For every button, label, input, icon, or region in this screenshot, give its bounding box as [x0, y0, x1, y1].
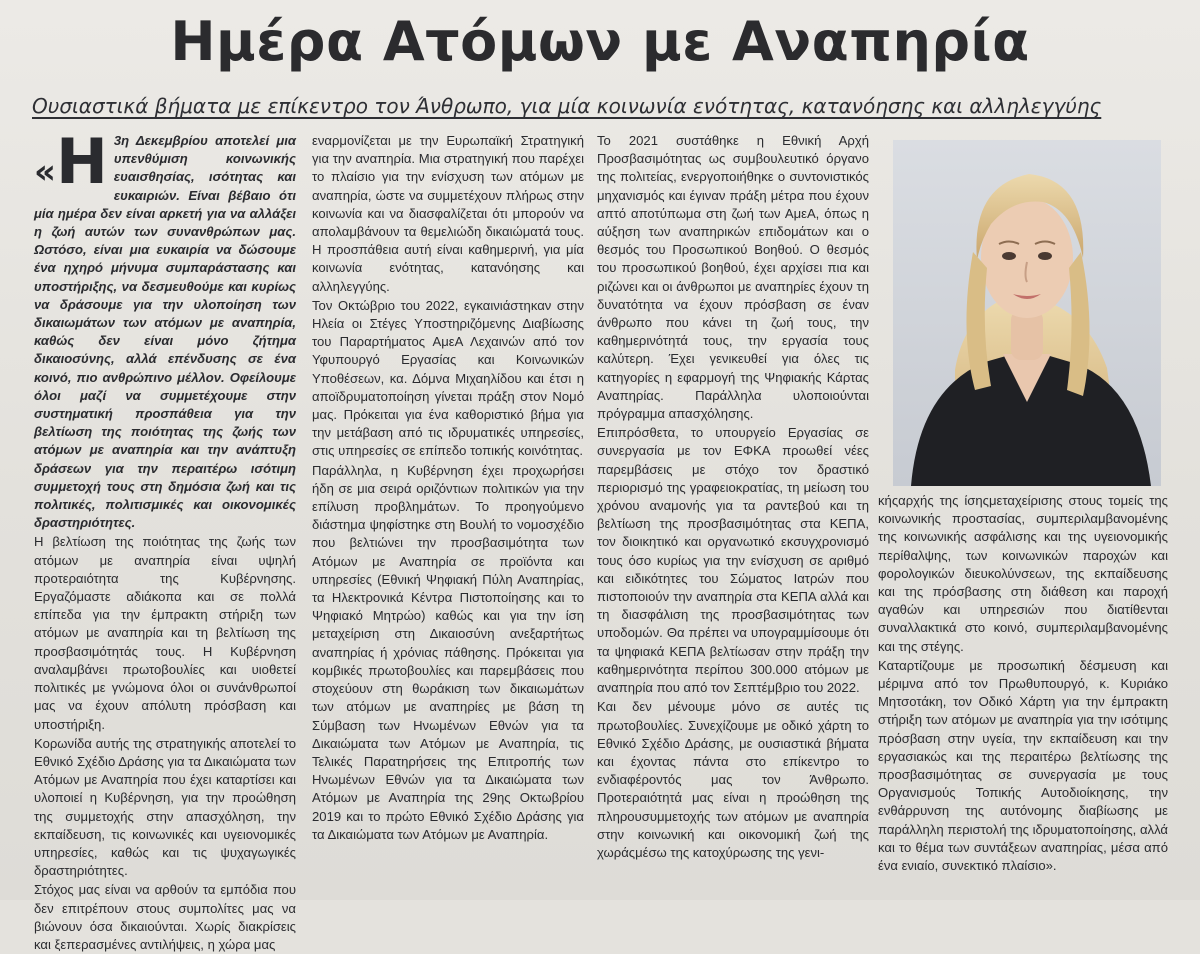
paragraph: Επιπρόσθετα, το υπουργείο Εργασίας σε συνεργασία με τον ΕΦΚΑ προωθεί νέες παρεμβάσεις με στόχο τον δραστικό περιορισμό της γραφειοκρατίας, τη μείωση του χρόνου αναμονής για τα ραντεβού και τη βελτίωση της προσβασιμότητας στα ΚΕΠΑ, τον διοικητικό και οργανωτικό εκσυγχρονισμό τους όσο κυρίως για την ενίσχυση σε αριθμό και ειδικότητες του Σώματος Ιατρών που πιστοποιούν την αναπηρία στα ΚΕΠΑ αλλά και τη διασφάλιση της προσβασιμότητας των υποδομών. Θα πρέπει να υπογραμμίσουμε ότι τα ψηφιακά ΚΕΠΑ βελτίωσαν στην πράξη την καθημερινότητα περίπου 300.000 ατόμων με αναπηρία που από τον Σεπτέμβριο του 2022.	[597, 425, 869, 696]
paragraph: κήςαρχής της ίσηςμεταχείρισης στους τομείς της κοινωνικής προστασίας, συμπεριλαμβανομένης της κοινωνικής ασφάλισης και της υγειονομικής περίθαλψης, των κοινωνικών παροχών και φορολογικών διευκολύνσεων, της εκπαίδευσης και της πρόσβασης στη διάθεση και παροχή αγαθών και υπηρεσιών που διατίθενται συναλλακτικά στο κοινό, συμπεριλαμβανομένης και της στέγης.	[878, 493, 1168, 654]
drop-cap: «Η	[34, 125, 108, 198]
author-portrait-photo	[893, 140, 1161, 486]
paragraph: Και δεν μένουμε μόνο σε αυτές τις πρωτοβουλίες. Συνεχίζουμε με οδικό χάρτη το Εθνικό Σχέδιο Δράσης, με ουσιαστικά βήματα και έχοντας πάντα στο επίκεντρο το ενδιαφέροντός μας τον Άνθρωπο. Προτεραιότητά μας είναι η προώθηση της πληρουσυμμετοχής των ατόμων με αναπηρία στην κοινωνική και οικονομική ζωή της χωράςμέσω της κατοχύρωσης της γενι-	[597, 699, 869, 860]
headline: Ημέρα Ατόμων με Αναπηρία	[170, 10, 1030, 73]
article-column-4	[878, 492, 1168, 896]
paragraph: Στόχος μας είναι να αρθούν τα εμπόδια που δεν επιτρέπουν στους συμπολίτες μας να βιώνουν όσα δικαιούνται. Χωρίς διακρίσεις και ξεπερασμένες αντιλήψεις, η χώρα μας	[34, 882, 296, 952]
opening-quote-mark: «	[34, 152, 56, 192]
article-column-2	[312, 132, 584, 896]
lead-paragraph	[34, 125, 296, 532]
paragraph: Καταρτίζουμε με προσωπική δέσμευση και μέριμνα από τον Πρωθυπουργό, κ. Κυριάκο Μητσοτάκη, τον Οδικό Χάρτη για την έμπρακτη στήριξη των ατόμων με αναπηρία για την ισότιμης πρόσβαση στην υγεία, την εκπαίδευση και την εργασιακώς και της περαιτέρω βελτίωσης της προσβασιμότητας σε συνεργασία με τους Οργανισμούς Τοπικής Αυτοδιοίκησης, την ενθάρρυνση της αυτόνομης διαβίωσης με παράλληλη περιστολή της ιδρυματοποίησης, αλλά και το θέμα των συντάξεων αναπηρίας, μέσα από ένα ενιαίο, συνεκτικό πλαίσιο».	[878, 657, 1168, 874]
paragraph: Παράλληλα, η Κυβέρνηση έχει προχωρήσει ήδη σε μια σειρά οριζόντιων πολιτικών για την επίλυση προβλημάτων. Το προηγούμενο διάστημα ψηφίστηκε στη Βουλή το νομοσχέδιο που βελτιώνει την προσβασιμότητα των Ατόμων με Αναπηρία σε προϊόντα και υπηρεσίες (Εθνική Ψηφιακή Πύλη Αναπηρίας, τα Ηλεκτρονικά Κέντρα Πιστοποίησης και το Ψηφιακό Μητρώο) καθώς και για την ίση μεταχείριση στη Δικαιοσύνη ανεξαρτήτως αναπηρίας ή χρόνιας πάθησης. Πρόκειται για κομβικές πρωτοβουλίες και παρεμβάσεις που στοχεύουν στη θωράκιση των δικαιωμάτων των ατόμων με αναπηρίες με βάση τη Σύμβαση των Ηνωμένων Εθνών για τα Δικαιώματα των Ατόμων με Αναπηρία, τις Τελικές Παρατηρήσεις της Επιτροπής των Ηνωμένων Εθνών για τα Δικαιώματα των Ατόμων με Αναπηρία της 29ης Οκτωβρίου 2019 και το πρώτο Εθνικό Σχέδιο Δράσης για τα Δικαιώματα των Ατόμων με Αναπηρία.	[312, 462, 584, 842]
article-column-1	[34, 125, 296, 952]
article-column-3	[597, 132, 869, 896]
paragraph: Κορωνίδα αυτής της στρατηγικής αποτελεί το Εθνικό Σχέδιο Δράσης για τα Δικαιώματα των Ατόμων με Αναπηρία που έχει καταρτίσει και υλοποιεί η Κυβέρνηση, για την προώθηση της συμμετοχής στην απασχόληση, την εκπαίδευση, τις κοινωνικές και υγειονομικές υπηρεσίες, καθώς και τις ψυχαγωγικές δραστηριότητες.	[34, 735, 296, 879]
paragraph: Το 2021 συστάθηκε η Εθνική Αρχή Προσβασιμότητας ως συμβουλευτικό όργανο της πολιτείας, ενεργοποιήθηκε ο συντονιστικός μηχανισμός και έγιναν πράξη μέτρα που έχουν απτό αποτύπωμα στη ζωή των ΑμεΑ, όπως η αύξηση των αναπηρικών επιδομάτων και ο θεσμός του Προσωπικού Βοηθού. Ο θεσμός του προσωπικού βοηθού, έχει αρχίσει πια και ριζώνει και οι άνθρωποι με αναπηρίες έχουν τη δυνατότητα να έχουν πρόσβαση σε έναν άνθρωπο που κάνει τη ζωή τους, την καθημερινότητά τους, την εργασία τους καλύτερη. Έχει γενικευθεί για όλες τις κατηγορίες η εφαρμογή της Ψηφιακής Κάρτας Αναπηρίας. Παράλληλα υλοποιούνται πρόγραμμα απασχόλησης.	[597, 133, 869, 422]
paragraph: Η βελτίωση της ποιότητας της ζωής των ατόμων με αναπηρία είναι υψηλή προτεραιότητα της Κυβέρνησης. Εργαζόμαστε αδιάκοπα και σε πολλά επίπεδα για την έμπρακτη στήριξη των ατόμων με αναπηρία και τη βελτίωση της προσβασιμότητάς τους. Η Κυβέρνηση αναλαμβάνει πρωτοβουλίες και υιοθετεί πολιτικές με γνώμονα όλοι οι συνάνθρωποί μας να έχουν απόλυτη πρόσβαση και υποστήριξη.	[34, 534, 296, 732]
paragraph: Τον Οκτώβριο του 2022, εγκαινιάστηκαν στην Ηλεία οι Στέγες Υποστηριζόμενης Διαβίωσης του Παραρτήματος ΑμεΑ Λεχαινών από τον Υφυπουργό Εργασίας και Κοινωνικών Υποθέσεων, κα. Δόμνα Μιχαηλίδου και έτσι η αποϊδρυματοποίηση γίνεται πράξη στον Νομό μας. Πρόκειται για ένα καθοριστικό βήμα για την μετάβαση από τις ιδρυματικές υπηρεσίες, στις υπηρεσίες σε επίπεδο τοπικής κοινότητας.	[312, 297, 584, 459]
paragraph: εναρμονίζεται με την Ευρωπαϊκή Στρατηγική για την αναπηρία. Μια στρατηγική που παρέχει το πλαίσιο για την ενίσχυση των ατόμων με αναπηρία, ώστε να συμμετέχουν πλήρως στην κοινωνία και να διασφαλίζεται ότι μπορούν να απολαμβάνουν τα θεμελιώδη δικαιώματά τους. Η προσπάθεια αυτή είναι καθημερινή, για μία κοινωνία ενότητας, κατανόησης και αλληλεγγύης.	[312, 133, 584, 294]
subtitle: Ουσιαστικά βήματα με επίκεντρο τον Άνθρωπο, για μία κοινωνία ενότητας, κατανόησης και αλληλεγγύης	[32, 94, 1102, 118]
lead-text: 3η Δεκεμβρίου αποτελεί μια υπενθύμιση κοινωνικής ευαισθησίας, ισότητας και ευκαιριών. Είναι βέβαιο ότι μία ημέρα δεν είναι αρκετή για να αλλάξει η ζωή αυτών των συνανθρώπων μας. Ωστόσο, είναι μια ευκαιρία να δώσουμε ένα ηχηρό μήνυμα συμπαράστασης και υποστήριξης, να δεσμευθούμε και κυρίως να δράσουμε για την υλοποίηση των δικαιωμάτων των ατόμων με αναπηρία, καθώς δεν είναι μόνο ζήτημα δικαιοσύνης, αλλά επένδυσης σε ένα κοινό, πιο ανθρώπινο μέλλον. Οφείλουμε όλοι μαζί να συμμετέχουμε στην συστηματική προσπάθεια για την βελτίωση της ποιότητας της ζωής των ατόμων με αναπηρία και την ανάπτυξη δράσεων για την περαιτέρω ισότιμη συμμετοχή τους στη δημόσια ζωή και τις πολιτικές, πολιτισμικές και οικονομικές δραστηριότητες.	[34, 133, 296, 531]
portrait-illustration	[893, 140, 1161, 486]
